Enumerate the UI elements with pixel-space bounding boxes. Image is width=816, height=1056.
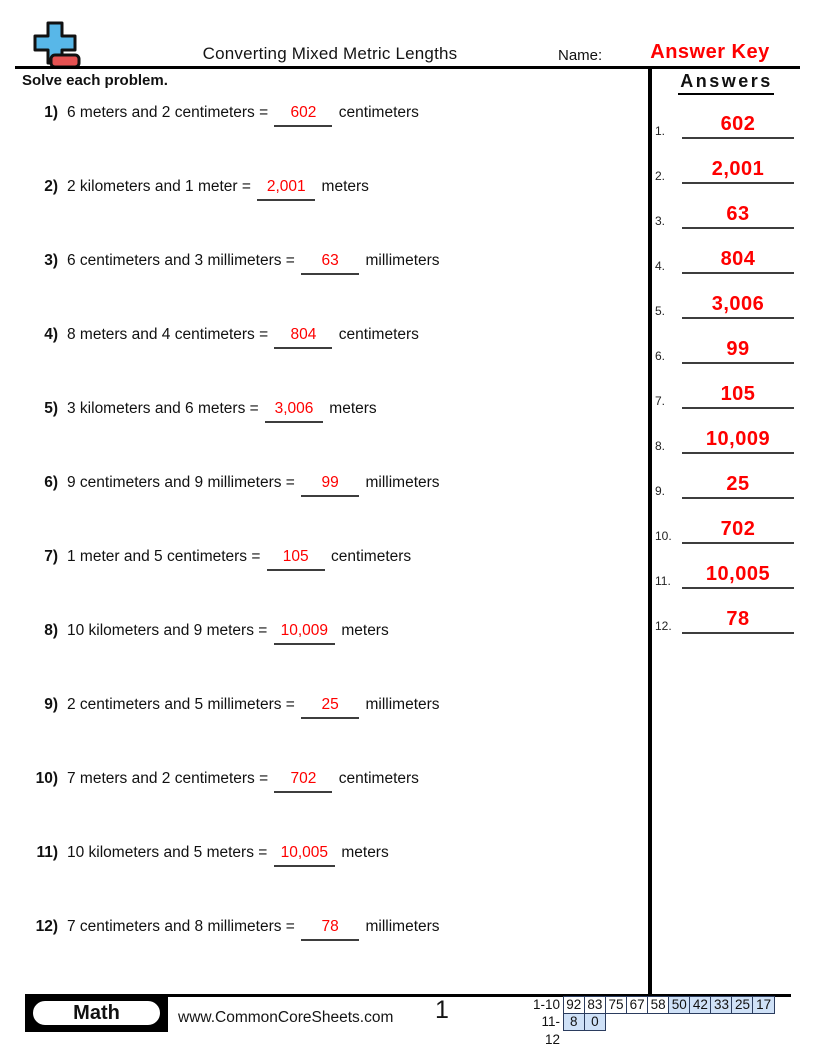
answer-value: 105 bbox=[682, 383, 794, 409]
answer-item bbox=[655, 514, 796, 544]
answer-number: 8. bbox=[655, 439, 666, 453]
score-row bbox=[528, 996, 775, 1014]
problem-unit: meters bbox=[337, 844, 389, 861]
score-cell: 67 bbox=[626, 996, 649, 1014]
answer-blank: 804 bbox=[274, 323, 332, 349]
problem-text: 7 meters and 2 centimeters = bbox=[67, 770, 273, 787]
score-row bbox=[528, 1013, 775, 1047]
problem-text: 8 meters and 4 centimeters = bbox=[67, 326, 273, 343]
answer-number: 1. bbox=[655, 124, 666, 138]
answer-item bbox=[655, 244, 796, 274]
problem-unit: millimeters bbox=[361, 474, 440, 491]
problem-number: 10) bbox=[35, 770, 58, 787]
problem-number: 1) bbox=[44, 104, 58, 121]
answer-value: 10,009 bbox=[682, 428, 794, 454]
answer-value: 3,006 bbox=[682, 293, 794, 319]
answer-number: 3. bbox=[655, 214, 666, 228]
subject-badge bbox=[25, 995, 168, 1032]
problem-row bbox=[30, 545, 640, 571]
problem-unit: meters bbox=[337, 622, 389, 639]
problem-text: 10 kilometers and 9 meters = bbox=[67, 622, 272, 639]
problem-unit: meters bbox=[317, 178, 369, 195]
answer-blank: 702 bbox=[274, 767, 332, 793]
answer-value: 702 bbox=[682, 518, 794, 544]
problem-text: 9 centimeters and 9 millimeters = bbox=[67, 474, 300, 491]
answer-number: 6. bbox=[655, 349, 666, 363]
answers-heading: Answers bbox=[655, 71, 797, 95]
answer-blank: 3,006 bbox=[265, 397, 323, 423]
problem-unit: millimeters bbox=[361, 696, 440, 713]
answer-value: 63 bbox=[682, 203, 794, 229]
answer-value: 2,001 bbox=[682, 158, 794, 184]
problem-unit: centimeters bbox=[326, 548, 412, 565]
problem-number: 12) bbox=[35, 918, 58, 935]
page-title: Converting Mixed Metric Lengths bbox=[202, 44, 458, 63]
answer-item bbox=[655, 469, 796, 499]
problem-row bbox=[30, 693, 640, 719]
score-cell: 58 bbox=[647, 996, 670, 1014]
problem-number: 3) bbox=[44, 252, 58, 269]
score-cell: 50 bbox=[668, 996, 691, 1014]
problem-number: 11) bbox=[36, 844, 58, 861]
problem-number: 2) bbox=[44, 178, 58, 195]
answer-number: 7. bbox=[655, 394, 666, 408]
answers-column-divider bbox=[648, 68, 652, 995]
answer-number: 4. bbox=[655, 259, 666, 273]
answer-item bbox=[655, 289, 796, 319]
answer-blank: 25 bbox=[301, 693, 359, 719]
answer-blank: 78 bbox=[301, 915, 359, 941]
answer-item bbox=[655, 604, 796, 634]
score-cell: 92 bbox=[563, 996, 586, 1014]
name-label: Name: bbox=[558, 47, 603, 64]
answer-number: 11. bbox=[655, 574, 671, 588]
answer-blank: 63 bbox=[301, 249, 359, 275]
score-cell: 25 bbox=[731, 996, 754, 1014]
answer-key-label: Answer Key bbox=[650, 41, 770, 63]
score-row-label: 1-10 bbox=[532, 997, 560, 1012]
problem-row bbox=[30, 323, 640, 349]
problem-text: 7 centimeters and 8 millimeters = bbox=[67, 918, 300, 935]
problem-row bbox=[30, 175, 640, 201]
score-table bbox=[528, 996, 775, 1047]
problem-unit: centimeters bbox=[334, 104, 419, 121]
answer-number: 5. bbox=[655, 304, 666, 318]
answer-item bbox=[655, 109, 796, 139]
answer-blank: 99 bbox=[301, 471, 359, 497]
instructions-text: Solve each problem. bbox=[22, 72, 168, 89]
problem-number: 7) bbox=[44, 548, 58, 565]
problem-row bbox=[30, 397, 640, 423]
problem-text: 2 centimeters and 5 millimeters = bbox=[67, 696, 300, 713]
score-cell: 33 bbox=[710, 996, 733, 1014]
answer-blank: 10,005 bbox=[274, 841, 335, 867]
answer-item bbox=[655, 559, 796, 589]
problem-unit: millimeters bbox=[361, 918, 440, 935]
answer-number: 2. bbox=[655, 169, 666, 183]
answer-value: 804 bbox=[682, 248, 794, 274]
problem-text: 2 kilometers and 1 meter = bbox=[67, 178, 256, 195]
score-row-label: 11-12 bbox=[541, 1013, 560, 1047]
problem-number: 4) bbox=[44, 326, 58, 343]
answer-value: 78 bbox=[682, 608, 794, 634]
problem-number: 5) bbox=[44, 400, 58, 417]
answer-value: 99 bbox=[682, 338, 794, 364]
answer-number: 9. bbox=[655, 484, 666, 498]
score-cell: 83 bbox=[584, 996, 607, 1014]
problem-number: 9) bbox=[44, 696, 58, 713]
problem-text: 6 centimeters and 3 millimeters = bbox=[67, 252, 300, 269]
problem-text: 3 kilometers and 6 meters = bbox=[67, 400, 263, 417]
answer-item bbox=[655, 154, 796, 184]
score-cell: 42 bbox=[689, 996, 712, 1014]
answer-value: 10,005 bbox=[682, 563, 794, 589]
answer-item bbox=[655, 199, 796, 229]
answer-value: 25 bbox=[682, 473, 794, 499]
answer-item bbox=[655, 334, 796, 364]
page-number: 1 bbox=[435, 996, 449, 1024]
website-text: www.CommonCoreSheets.com bbox=[178, 1009, 394, 1026]
answer-number: 10. bbox=[655, 529, 672, 543]
answer-blank: 10,009 bbox=[274, 619, 335, 645]
problem-text: 6 meters and 2 centimeters = bbox=[67, 104, 273, 121]
answer-number: 12. bbox=[655, 619, 672, 633]
problem-row bbox=[30, 101, 640, 127]
answer-item bbox=[655, 379, 796, 409]
subject-badge-label: Math bbox=[31, 999, 162, 1027]
problem-row bbox=[30, 249, 640, 275]
problem-unit: centimeters bbox=[334, 770, 419, 787]
problem-unit: meters bbox=[325, 400, 377, 417]
score-cell: 17 bbox=[752, 996, 775, 1014]
score-cell: 8 bbox=[563, 1013, 586, 1031]
score-cell: 0 bbox=[584, 1013, 607, 1031]
problem-unit: millimeters bbox=[361, 252, 440, 269]
header-divider bbox=[15, 66, 800, 69]
problem-text: 1 meter and 5 centimeters = bbox=[67, 548, 265, 565]
answer-blank: 105 bbox=[267, 545, 325, 571]
answer-item bbox=[655, 424, 796, 454]
problem-text: 10 kilometers and 5 meters = bbox=[67, 844, 272, 861]
problem-row bbox=[30, 471, 640, 497]
problem-number: 6) bbox=[44, 474, 58, 491]
problem-row bbox=[30, 767, 640, 793]
score-cell: 75 bbox=[605, 996, 628, 1014]
problem-row bbox=[30, 841, 640, 867]
problem-row bbox=[30, 915, 640, 941]
answer-value: 602 bbox=[682, 113, 794, 139]
answer-blank: 2,001 bbox=[257, 175, 315, 201]
problem-row bbox=[30, 619, 640, 645]
problem-unit: centimeters bbox=[334, 326, 419, 343]
answer-blank: 602 bbox=[274, 101, 332, 127]
problem-number: 8) bbox=[44, 622, 58, 639]
